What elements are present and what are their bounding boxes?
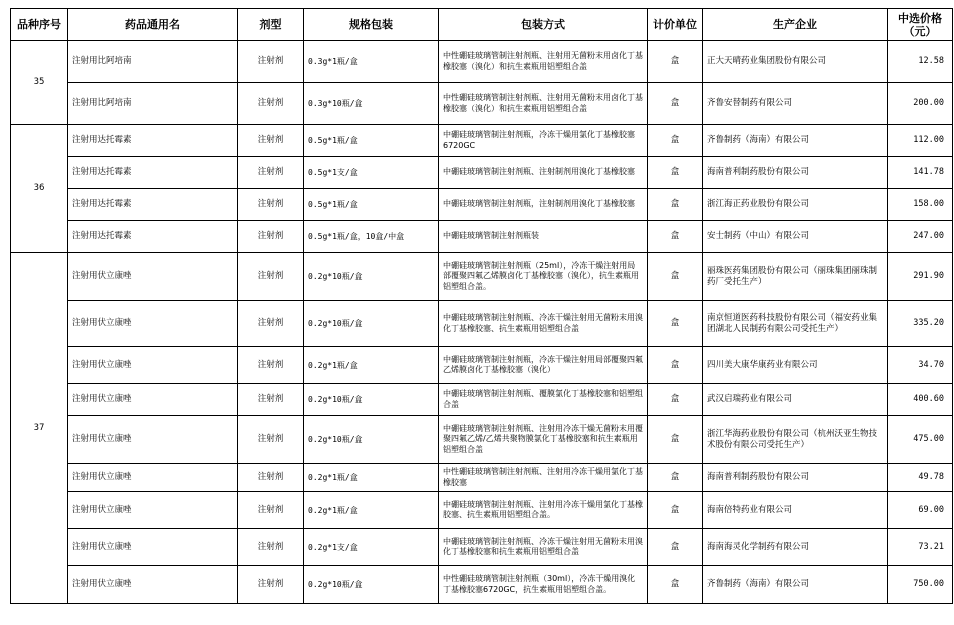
pricing-unit-cell: 盒 (648, 347, 703, 384)
spec-package-cell: 0.2g*10瓶/盒 (304, 301, 439, 347)
manufacturer-cell: 四川美大康华康药业有限公司 (703, 347, 888, 384)
table-row (11, 189, 953, 221)
selected-price-cell: 12.58 (888, 41, 953, 83)
selected-price-cell: 112.00 (888, 125, 953, 157)
packaging-method-cell: 中硼硅玻璃管制注射剂瓶、覆膜氯化丁基橡胶塞和铝塑组合盖 (439, 384, 648, 416)
packaging-method-cell: 中硼硅玻璃管制注射剂瓶、注射用冷冻干燥用氯化丁基橡胶塞、抗生素瓶用铝塑组合盖。 (439, 492, 648, 529)
drug-name-cell: 注射用伏立康唑 (68, 566, 238, 604)
spec-package-cell: 0.2g*1支/盒 (304, 529, 439, 566)
serial-no-cell: 35 (11, 41, 68, 125)
pricing-unit-cell: 盒 (648, 83, 703, 125)
header-drug-name: 药品通用名 (68, 9, 238, 41)
drug-name-cell: 注射用伏立康唑 (68, 253, 238, 301)
drug-price-table-container (10, 8, 953, 604)
spec-package-cell: 0.2g*10瓶/盒 (304, 253, 439, 301)
drug-price-table (10, 8, 953, 604)
spec-package-cell: 0.2g*1瓶/盒 (304, 347, 439, 384)
table-row (11, 221, 953, 253)
drug-name-cell: 注射用伏立康唑 (68, 384, 238, 416)
drug-name-cell: 注射用比阿培南 (68, 83, 238, 125)
selected-price-cell: 158.00 (888, 189, 953, 221)
table-row (11, 347, 953, 384)
selected-price-cell: 475.00 (888, 416, 953, 464)
spec-package-cell: 0.5g*1支/盒 (304, 157, 439, 189)
packaging-method-cell: 中硼硅玻璃管制注射剂瓶（25ml），冷冻干燥注射用局部覆聚四氟乙烯膜卤化丁基橡胶塞（溴化），抗生素瓶用铝塑组合盖。 (439, 253, 648, 301)
dosage-form-cell: 注射剂 (238, 566, 304, 604)
table-row (11, 157, 953, 189)
table-row (11, 566, 953, 604)
manufacturer-cell: 浙江华海药业股份有限公司（杭州沃亚生物技术股份有限公司受托生产） (703, 416, 888, 464)
dosage-form-cell: 注射剂 (238, 301, 304, 347)
table-row (11, 529, 953, 566)
pricing-unit-cell: 盒 (648, 301, 703, 347)
table-row (11, 83, 953, 125)
header-manufacturer: 生产企业 (703, 9, 888, 41)
dosage-form-cell: 注射剂 (238, 529, 304, 566)
dosage-form-cell: 注射剂 (238, 464, 304, 492)
serial-no-cell: 37 (11, 253, 68, 604)
selected-price-cell: 34.70 (888, 347, 953, 384)
dosage-form-cell: 注射剂 (238, 347, 304, 384)
table-row (11, 41, 953, 83)
selected-price-cell: 69.00 (888, 492, 953, 529)
drug-name-cell: 注射用伏立康唑 (68, 464, 238, 492)
pricing-unit-cell: 盒 (648, 157, 703, 189)
serial-no-cell: 36 (11, 125, 68, 253)
selected-price-cell: 141.78 (888, 157, 953, 189)
selected-price-cell: 291.90 (888, 253, 953, 301)
table-row (11, 253, 953, 301)
pricing-unit-cell: 盒 (648, 416, 703, 464)
table-row (11, 301, 953, 347)
manufacturer-cell: 海南海灵化学制药有限公司 (703, 529, 888, 566)
drug-name-cell: 注射用比阿培南 (68, 41, 238, 83)
selected-price-cell: 750.00 (888, 566, 953, 604)
manufacturer-cell: 正大天晴药业集团股份有限公司 (703, 41, 888, 83)
selected-price-cell: 200.00 (888, 83, 953, 125)
spec-package-cell: 0.2g*10瓶/盒 (304, 416, 439, 464)
selected-price-cell: 73.21 (888, 529, 953, 566)
header-selected-price-label: 中选价格 （元） (898, 11, 942, 38)
selected-price-cell: 400.60 (888, 384, 953, 416)
dosage-form-cell: 注射剂 (238, 189, 304, 221)
dosage-form-cell: 注射剂 (238, 157, 304, 189)
header-spec-package: 规格包装 (304, 9, 439, 41)
manufacturer-cell: 武汉启瑞药业有限公司 (703, 384, 888, 416)
manufacturer-cell: 海南普利制药股份有限公司 (703, 464, 888, 492)
spec-package-cell: 0.3g*10瓶/盒 (304, 83, 439, 125)
header-selected-price (888, 9, 953, 41)
pricing-unit-cell: 盒 (648, 384, 703, 416)
drug-name-cell: 注射用伏立康唑 (68, 416, 238, 464)
spec-package-cell: 0.2g*1瓶/盒 (304, 464, 439, 492)
table-row (11, 384, 953, 416)
pricing-unit-cell: 盒 (648, 221, 703, 253)
pricing-unit-cell: 盒 (648, 189, 703, 221)
drug-name-cell: 注射用伏立康唑 (68, 492, 238, 529)
dosage-form-cell: 注射剂 (238, 83, 304, 125)
drug-name-cell: 注射用伏立康唑 (68, 301, 238, 347)
packaging-method-cell: 中硼硅玻璃管制注射剂瓶、冷冻干燥注射用无菌粉末用溴化丁基橡胶塞、抗生素瓶用铝塑组合盖 (439, 301, 648, 347)
drug-name-cell: 注射用达托霉素 (68, 189, 238, 221)
spec-package-cell: 0.2g*10瓶/盒 (304, 566, 439, 604)
packaging-method-cell: 中性硼硅玻璃管制注射剂瓶、注射用冷冻干燥用氯化丁基橡胶塞 (439, 464, 648, 492)
dosage-form-cell: 注射剂 (238, 416, 304, 464)
drug-name-cell: 注射用达托霉素 (68, 157, 238, 189)
spec-package-cell: 0.5g*1瓶/盒 (304, 125, 439, 157)
spec-package-cell: 0.5g*1瓶/盒 (304, 189, 439, 221)
table-body (11, 41, 953, 604)
dosage-form-cell: 注射剂 (238, 125, 304, 157)
spec-package-cell: 0.2g*10瓶/盒 (304, 384, 439, 416)
pricing-unit-cell: 盒 (648, 492, 703, 529)
manufacturer-cell: 齐鲁制药（海南）有限公司 (703, 125, 888, 157)
packaging-method-cell: 中硼硅玻璃管制注射剂瓶，冷冻干燥用氯化丁基橡胶塞6720GC (439, 125, 648, 157)
packaging-method-cell: 中硼硅玻璃管制注射剂瓶、冷冻干燥注射用无菌粉末用溴化丁基橡胶塞和抗生素瓶用铝塑组合盖 (439, 529, 648, 566)
table-row (11, 416, 953, 464)
drug-name-cell: 注射用伏立康唑 (68, 529, 238, 566)
packaging-method-cell: 中硼硅玻璃管制注射剂瓶，注射制剂用溴化丁基橡胶塞 (439, 189, 648, 221)
manufacturer-cell: 浙江海正药业股份有限公司 (703, 189, 888, 221)
dosage-form-cell: 注射剂 (238, 253, 304, 301)
drug-name-cell: 注射用达托霉素 (68, 221, 238, 253)
packaging-method-cell: 中硼硅玻璃管制注射剂瓶、注射制剂用溴化丁基橡胶塞 (439, 157, 648, 189)
spec-package-cell: 0.5g*1瓶/盒，10盒/中盒 (304, 221, 439, 253)
manufacturer-cell: 齐鲁安替制药有限公司 (703, 83, 888, 125)
pricing-unit-cell: 盒 (648, 464, 703, 492)
header-serial-no: 品种序号 (11, 9, 68, 41)
spec-package-cell: 0.3g*1瓶/盒 (304, 41, 439, 83)
dosage-form-cell: 注射剂 (238, 41, 304, 83)
packaging-method-cell: 中硼硅玻璃管制注射剂瓶，冷冻干燥注射用局部覆聚四氟乙烯膜卤化丁基橡胶塞（溴化） (439, 347, 648, 384)
header-dosage-form: 剂型 (238, 9, 304, 41)
drug-name-cell: 注射用达托霉素 (68, 125, 238, 157)
dosage-form-cell: 注射剂 (238, 492, 304, 529)
selected-price-cell: 335.20 (888, 301, 953, 347)
header-packaging-method: 包装方式 (439, 9, 648, 41)
table-row (11, 464, 953, 492)
manufacturer-cell: 丽珠医药集团股份有限公司（丽珠集团丽珠制药厂受托生产） (703, 253, 888, 301)
selected-price-cell: 247.00 (888, 221, 953, 253)
dosage-form-cell: 注射剂 (238, 221, 304, 253)
table-row (11, 125, 953, 157)
spec-package-cell: 0.2g*1瓶/盒 (304, 492, 439, 529)
manufacturer-cell: 海南倍特药业有限公司 (703, 492, 888, 529)
packaging-method-cell: 中性硼硅玻璃管制注射剂瓶、注射用无菌粉末用卤化丁基橡胶塞（溴化）和抗生素瓶用铝塑组合盖 (439, 83, 648, 125)
manufacturer-cell: 南京恒道医药科技股份有限公司（福安药业集团湖北人民制药有限公司受托生产） (703, 301, 888, 347)
pricing-unit-cell: 盒 (648, 253, 703, 301)
packaging-method-cell: 中性硼硅玻璃管制注射剂瓶（30ml），冷冻干燥用溴化丁基橡胶塞6720GC，抗生素瓶用铝塑组合盖。 (439, 566, 648, 604)
table-row (11, 492, 953, 529)
header-row (11, 9, 953, 41)
header-pricing-unit: 计价单位 (648, 9, 703, 41)
selected-price-cell: 49.78 (888, 464, 953, 492)
packaging-method-cell: 中性硼硅玻璃管制注射剂瓶、注射用无菌粉末用卤化丁基橡胶塞（溴化）和抗生素瓶用铝塑组合盖 (439, 41, 648, 83)
packaging-method-cell: 中硼硅玻璃管制注射剂瓶、注射用冷冻干燥无菌粉末用覆聚四氟乙烯/乙烯共聚物膜氯化丁基橡胶塞和抗生素瓶用铝塑组合盖 (439, 416, 648, 464)
manufacturer-cell: 齐鲁制药（海南）有限公司 (703, 566, 888, 604)
manufacturer-cell: 安士制药（中山）有限公司 (703, 221, 888, 253)
pricing-unit-cell: 盒 (648, 125, 703, 157)
pricing-unit-cell: 盒 (648, 566, 703, 604)
packaging-method-cell: 中硼硅玻璃管制注射剂瓶装 (439, 221, 648, 253)
pricing-unit-cell: 盒 (648, 41, 703, 83)
manufacturer-cell: 海南普利制药股份有限公司 (703, 157, 888, 189)
pricing-unit-cell: 盒 (648, 529, 703, 566)
dosage-form-cell: 注射剂 (238, 384, 304, 416)
drug-name-cell: 注射用伏立康唑 (68, 347, 238, 384)
